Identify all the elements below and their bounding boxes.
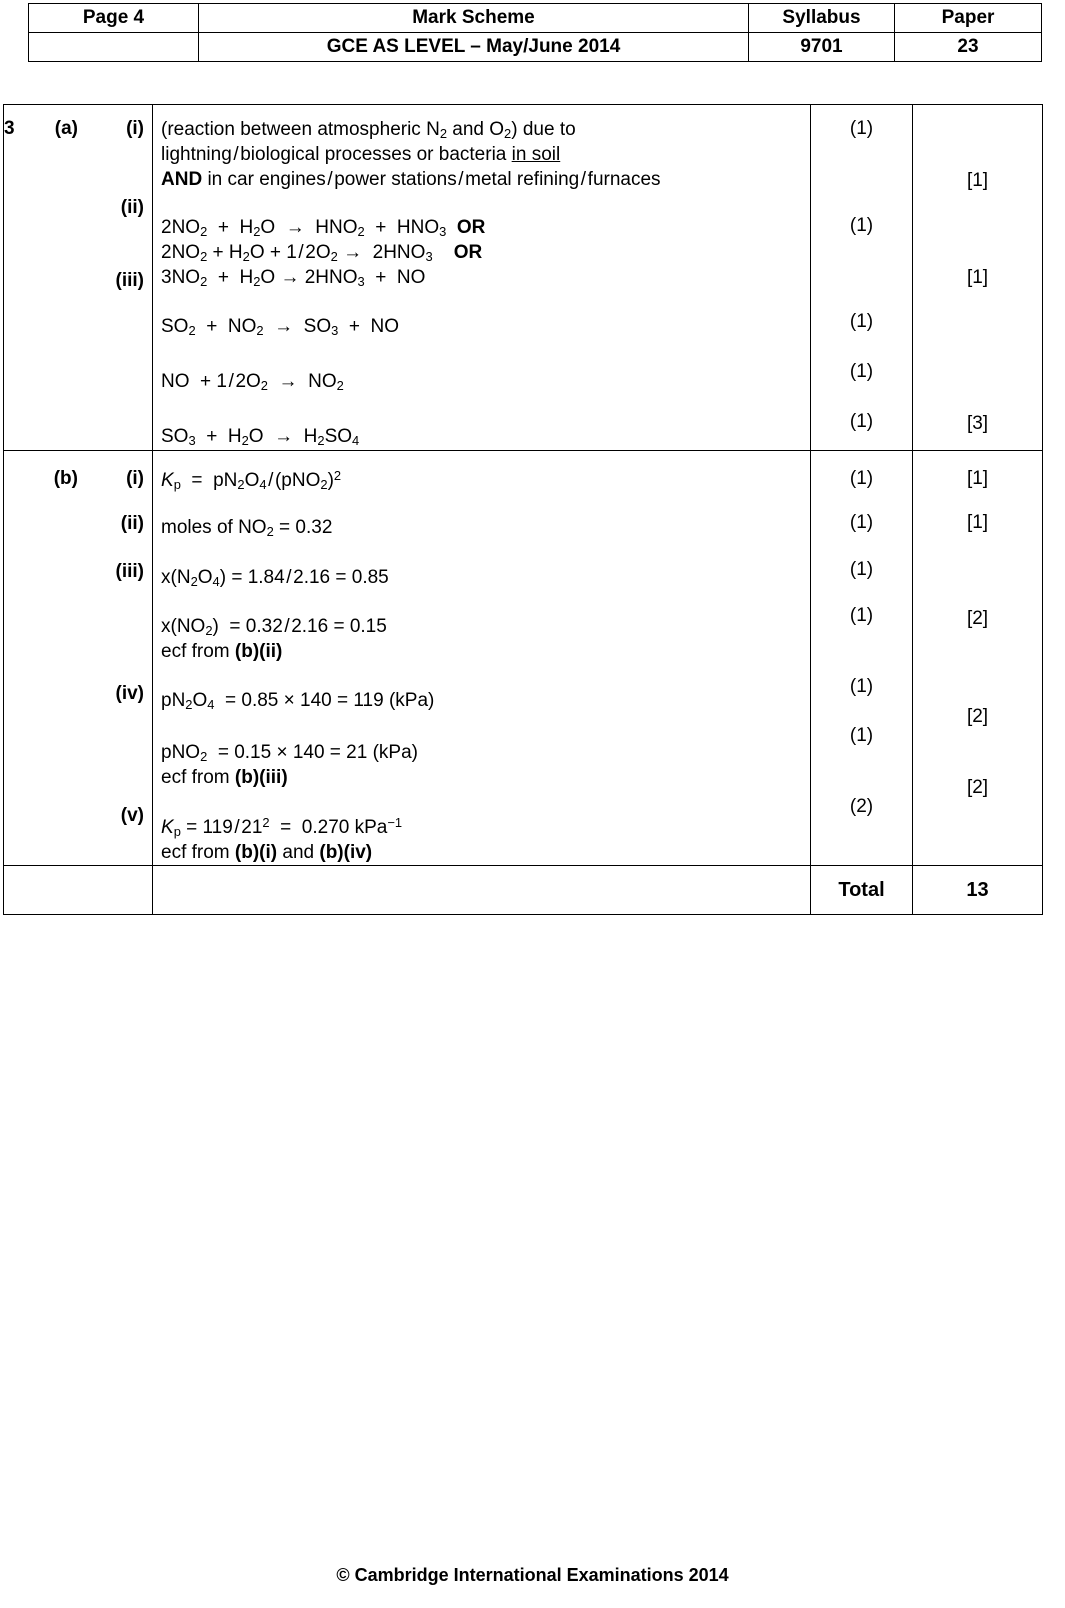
answer-line-a-ii-2: $2NO_2 + H_2O + 1$ / $2O_2 \to 2HNO_3$ OR [161, 242, 483, 265]
header-syllabus-label: Syllabus [749, 4, 895, 33]
total-cell-b [913, 451, 1043, 866]
header-exam-value: GCE AS LEVEL – May/June 2014 [199, 33, 749, 62]
mark-b-ii: (1) [849, 512, 874, 534]
total-b-v: [2] [966, 777, 989, 799]
total-a-iii: [3] [966, 413, 989, 434]
answer-cell-b [153, 451, 811, 866]
mark-a-ii: (1) [849, 215, 874, 236]
total-b-iii: [2] [966, 608, 989, 630]
mark-a-i: (1) [849, 118, 874, 139]
answer-line-a-i-1: (reaction between atmospheric $N_2$ and $O_2$) due to [161, 119, 576, 142]
mark-a-iii-1: (1) [849, 311, 874, 332]
header-syllabus-value: 9701 [749, 33, 895, 62]
total-b-i: [1] [966, 468, 989, 490]
answer-line-a-i-2: lightning / biological processes or bacteria in soil [161, 144, 561, 166]
marks-cell-a [811, 105, 913, 451]
answer-cell-a [153, 105, 811, 451]
total-b-iv: [2] [966, 706, 989, 728]
part-roman-b-iv: (iv) [115, 683, 144, 705]
part-roman-a-i: (i) [126, 118, 144, 139]
question-number: 3 [4, 118, 15, 139]
answer-line-b-i-1: $K_p = pN_2O_4$ / $(pNO_2)^2$ [161, 468, 342, 493]
header-values-row [29, 33, 1042, 62]
mark-b-i: (1) [849, 468, 874, 490]
answer-line-a-ii-3: $3NO_2 + H_2O \to 2HNO_3$ + NO [161, 267, 426, 290]
section-row-b [4, 451, 1043, 866]
question-label-cell-a [4, 105, 153, 451]
mark-b-iii-1: (1) [849, 559, 874, 581]
answer-line-b-ii-1: moles of $NO_2 = 0.32$ [161, 517, 333, 540]
footer-copyright: © Cambridge International Examinations 2014 [336, 1565, 729, 1585]
marks-cell-b [811, 451, 913, 866]
grand-total-blank-1 [4, 866, 153, 915]
total-cell-a [913, 105, 1043, 451]
header-markscheme-label: Mark Scheme [199, 4, 749, 33]
mark-scheme-table [3, 104, 1043, 915]
mark-a-iii-2: (1) [849, 361, 874, 382]
mark-b-iv-1: (1) [849, 676, 874, 698]
answer-line-a-iii-3: $SO_3 + H_2O \to H_2SO_4$ [161, 426, 360, 449]
mark-a-iii-3: (1) [849, 411, 874, 432]
answer-line-b-iv-1: $pN_2O_4 = 0.85 \times 140 = 119$ (kPa) [161, 690, 435, 713]
answer-line-a-iii-2: NO + 1 / $2O_2 \to NO_2$ [161, 371, 344, 394]
part-roman-a-iii: (iii) [115, 270, 144, 291]
answer-line-a-iii-1: $SO_2 + NO_2 \to SO_3$ + NO [161, 316, 400, 339]
section-letter-a: (a) [54, 118, 78, 139]
question-label-cell-b [4, 451, 153, 866]
answer-line-b-iv-2: pNO$_2$ = 0.15 × 140 = 21 (kPa) [161, 742, 418, 765]
answer-line-b-iii-3: ecf from (b)(ii) [161, 641, 283, 663]
grand-total-blank-2 [153, 866, 811, 915]
grand-total-value: 13 [913, 866, 1043, 915]
header-page-label: Page 4 [29, 4, 199, 33]
answer-line-b-iii-2: $x(NO_2) = 0.32$ / 2.16 = 0.15 [161, 616, 387, 639]
header-paper-value: 23 [895, 33, 1042, 62]
mark-b-v: (2) [849, 796, 874, 818]
section-row-a [4, 105, 1043, 451]
answer-line-b-iv-3: ecf from (b)(iii) [161, 767, 288, 789]
answer-line-b-iii-1: $x(N_2O_4) = 1.84$ / 2.16 = 0.85 [161, 567, 389, 590]
part-roman-b-v: (v) [120, 805, 144, 827]
total-b-ii: [1] [966, 512, 989, 534]
header-page-value [29, 33, 199, 62]
part-roman-b-i: (i) [126, 468, 144, 490]
answer-line-b-v-2: ecf from (b)(i) and (b)(iv) [161, 841, 373, 863]
grand-total-label: Total [811, 866, 913, 915]
mark-b-iii-2: (1) [849, 605, 874, 627]
answer-line-a-i-3: AND in car engines / power stations / metal refining / furnaces [161, 168, 661, 190]
grand-total-row [4, 866, 1043, 915]
header-labels-row [29, 4, 1042, 33]
mark-b-iv-2: (1) [849, 725, 874, 747]
part-roman-b-ii: (ii) [120, 513, 144, 535]
part-roman-b-iii: (iii) [115, 561, 144, 583]
header-paper-label: Paper [895, 4, 1042, 33]
part-roman-a-ii: (ii) [120, 197, 144, 218]
total-a-ii: [1] [966, 267, 989, 288]
section-letter-b: (b) [53, 468, 78, 490]
answer-line-a-ii-1: $2NO_2 + H_2O \to HNO_2 + HNO_3$ OR [161, 217, 486, 240]
answer-line-b-v-1: $K_p = 119$ / $21^2 = 0.270$ kPa$^{-1}$ [161, 814, 403, 839]
total-a-i: [1] [966, 170, 989, 191]
page-header-table [28, 3, 1042, 62]
